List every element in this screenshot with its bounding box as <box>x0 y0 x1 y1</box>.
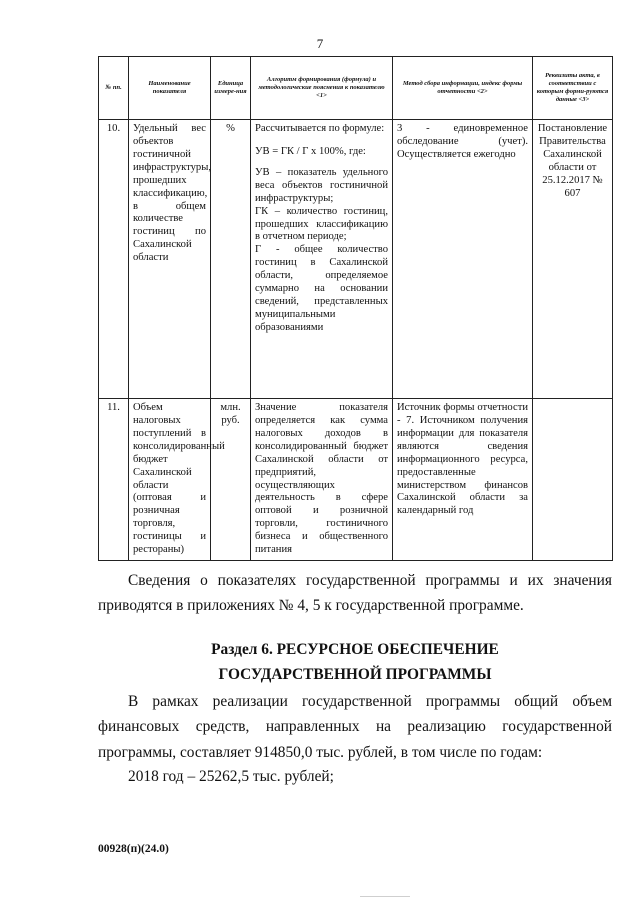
algorithm-explanation: УВ – показатель удельного веса объектов гостиничной инфраструктуры; ГК – количество гостиниц, прошедших классификацию в отчетном периоде; Г - общее количество гостиниц в Сахалинской области, определяемое суммарно на основании сведений, представленных муниципальными образованиями <box>255 166 388 333</box>
table-row <box>99 399 613 561</box>
algorithm-intro: Рассчитывается по формуле: <box>255 123 385 134</box>
indicator-unit: млн. руб. <box>211 399 251 561</box>
indicators-reference-paragraph: Сведения о показателях государственной программы и их значения приводятся в приложениях № 4, 5 к государственной программе. <box>98 572 612 615</box>
algorithm-formula: УВ = ГК / Г x 100%, где: <box>255 145 366 157</box>
header-unit: Единица измере-ния <box>211 57 251 120</box>
header-requisites: Реквизиты акта, в соответствии с которым форми-руются данные <3> <box>533 57 613 120</box>
indicator-unit: % <box>211 120 251 399</box>
collection-method: Источник формы отчетности - 7. Источником получения информации для показателя являются сведения информационного ресурса, предоставленные министерством финансов Сахалинской области за календарный год <box>393 399 533 561</box>
section-title: Раздел 6. РЕСУРСНОЕ ОБЕСПЕЧЕНИЕ <box>211 641 499 658</box>
header-number: № пп. <box>99 57 129 120</box>
resources-paragraph: В рамках реализации государственной программы общий объем финансовых средств, направленных на реализацию государственной программы, составляет 914850,0 тыс. рублей, в том числе по годам: <box>98 693 612 761</box>
indicator-algorithm <box>251 120 393 399</box>
indicator-name: Удельный вес объектов гостиничной инфраструктуры, прошедших классификацию, в общем количестве гостиниц по Сахалинской области <box>129 120 211 399</box>
table-header-row <box>99 57 613 120</box>
scan-artifact <box>360 896 410 897</box>
collection-method: 3 - единовременное обследование (учет). Осуществляется ежегодно <box>393 120 533 399</box>
row-number: 11. <box>99 399 129 561</box>
header-method: Метод сбора информации, индекс формы отчетности <2> <box>393 57 533 120</box>
document-code: 00928(п)(24.0) <box>98 843 169 855</box>
row-number: 10. <box>99 120 129 399</box>
indicator-algorithm: Значение показателя определяется как сумма налоговых доходов в консолидированный бюджет Сахалинской области от предприятий, осуществляющих деятельность в сфере оптовой и розничной торговли, гостиничного бизнеса и общественного питания <box>251 399 393 561</box>
act-requisites <box>533 399 613 561</box>
indicator-name: Объем налоговых поступлений в консолидированный бюджет Сахалинской области (оптовая и розничная торговля, гостиницы и рестораны) <box>129 399 211 561</box>
funding-2018-line: 2018 год – 25262,5 тыс. рублей; <box>128 768 334 785</box>
header-algorithm: Алгоритм формирования (формула) и методологические пояснения к показателю <1> <box>251 57 393 120</box>
header-indicator-name: Наименование показателя <box>129 57 211 120</box>
act-requisites: Постановление Правительства Сахалинской области от 25.12.2017 № 607 <box>533 120 613 399</box>
section-title-continued: ГОСУДАРСТВЕННОЙ ПРОГРАММЫ <box>218 666 492 683</box>
page-number: 7 <box>316 36 324 51</box>
table-row <box>99 120 613 399</box>
indicators-table <box>98 56 613 561</box>
